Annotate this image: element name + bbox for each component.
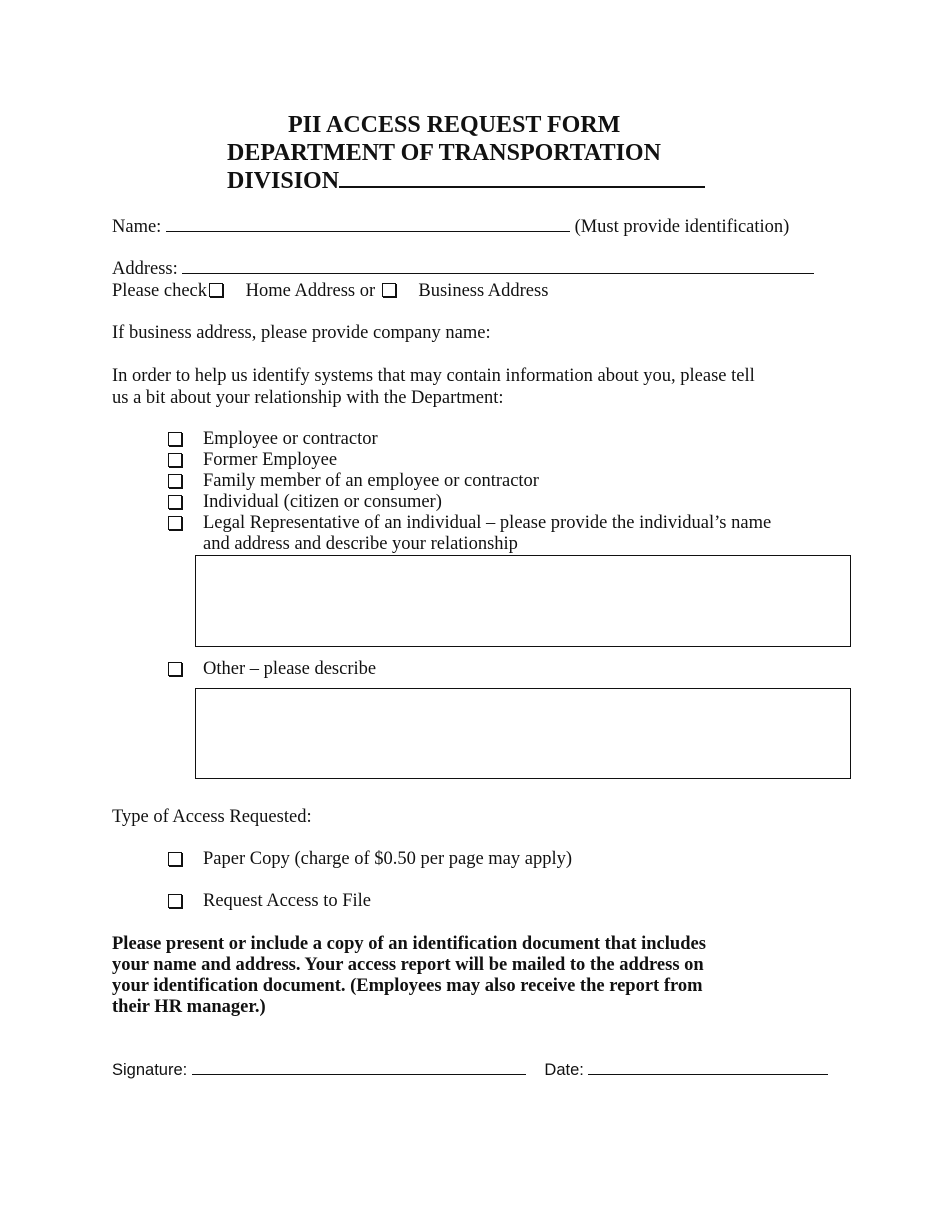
other-checkbox[interactable]: [168, 662, 182, 676]
business-address-label: Business Address: [418, 281, 549, 301]
date-label: Date:: [544, 1061, 584, 1079]
legal-representative-label-line2: and address and describe your relationship: [203, 534, 518, 554]
notice-line1: Please present or include a copy of an identification document that includes: [112, 934, 706, 954]
address-label: Address:: [112, 259, 178, 279]
individual-label: Individual (citizen or consumer): [203, 492, 442, 512]
address-row: [112, 258, 814, 280]
name-note: (Must provide identification): [574, 217, 790, 237]
form-title: PII ACCESS REQUEST FORM: [288, 112, 621, 138]
date-field[interactable]: [588, 1074, 828, 1075]
other-label: Other – please describe: [203, 659, 377, 679]
address-field[interactable]: [182, 273, 814, 274]
name-row: [112, 216, 789, 238]
request-file-checkbox[interactable]: [168, 894, 182, 908]
other-description-textbox[interactable]: [195, 688, 851, 779]
family-member-label: Family member of an employee or contractor: [203, 471, 539, 491]
home-address-label: Home Address or: [245, 281, 376, 301]
relationship-intro-line2: us a bit about your relationship with the Department:: [112, 388, 504, 408]
paper-copy-checkbox[interactable]: [168, 852, 182, 866]
department-title: DEPARTMENT OF TRANSPORTATION: [227, 140, 661, 166]
signature-label: Signature:: [112, 1061, 188, 1079]
former-employee-label: Former Employee: [203, 450, 338, 470]
notice-line2: your name and address. Your access report will be mailed to the address on: [112, 955, 704, 975]
employee-checkbox[interactable]: [168, 432, 182, 446]
family-member-checkbox[interactable]: [168, 474, 182, 488]
individual-checkbox[interactable]: [168, 495, 182, 509]
business-address-checkbox[interactable]: [382, 283, 396, 297]
paper-copy-label: Paper Copy (charge of $0.50 per page may apply): [203, 849, 573, 869]
former-employee-checkbox[interactable]: [168, 453, 182, 467]
signature-field[interactable]: [192, 1074, 526, 1075]
name-label: Name:: [112, 217, 162, 237]
legal-representative-textbox[interactable]: [195, 555, 851, 647]
division-field[interactable]: [339, 186, 705, 188]
notice-line3: your identification document. (Employees may also receive the report from: [112, 976, 703, 996]
address-check-prefix: Please check: [112, 281, 208, 301]
request-file-label: Request Access to File: [203, 891, 372, 911]
relationship-intro-line1: In order to help us identify systems that may contain information about you, please tell: [112, 366, 755, 386]
legal-representative-label: Legal Representative of an individual – please provide the individual’s name: [203, 513, 772, 533]
division-label: DIVISION: [227, 168, 340, 194]
division-title: [227, 167, 705, 195]
signature-row: [112, 1061, 828, 1080]
employee-label: Employee or contractor: [203, 429, 378, 449]
name-field[interactable]: [166, 231, 570, 232]
notice-line4: their HR manager.): [112, 997, 266, 1017]
legal-representative-checkbox[interactable]: [168, 516, 182, 530]
address-type-row: [112, 280, 548, 302]
access-type-label: Type of Access Requested:: [112, 807, 312, 827]
company-prompt: If business address, please provide company name:: [112, 323, 491, 343]
home-address-checkbox[interactable]: [209, 283, 223, 297]
